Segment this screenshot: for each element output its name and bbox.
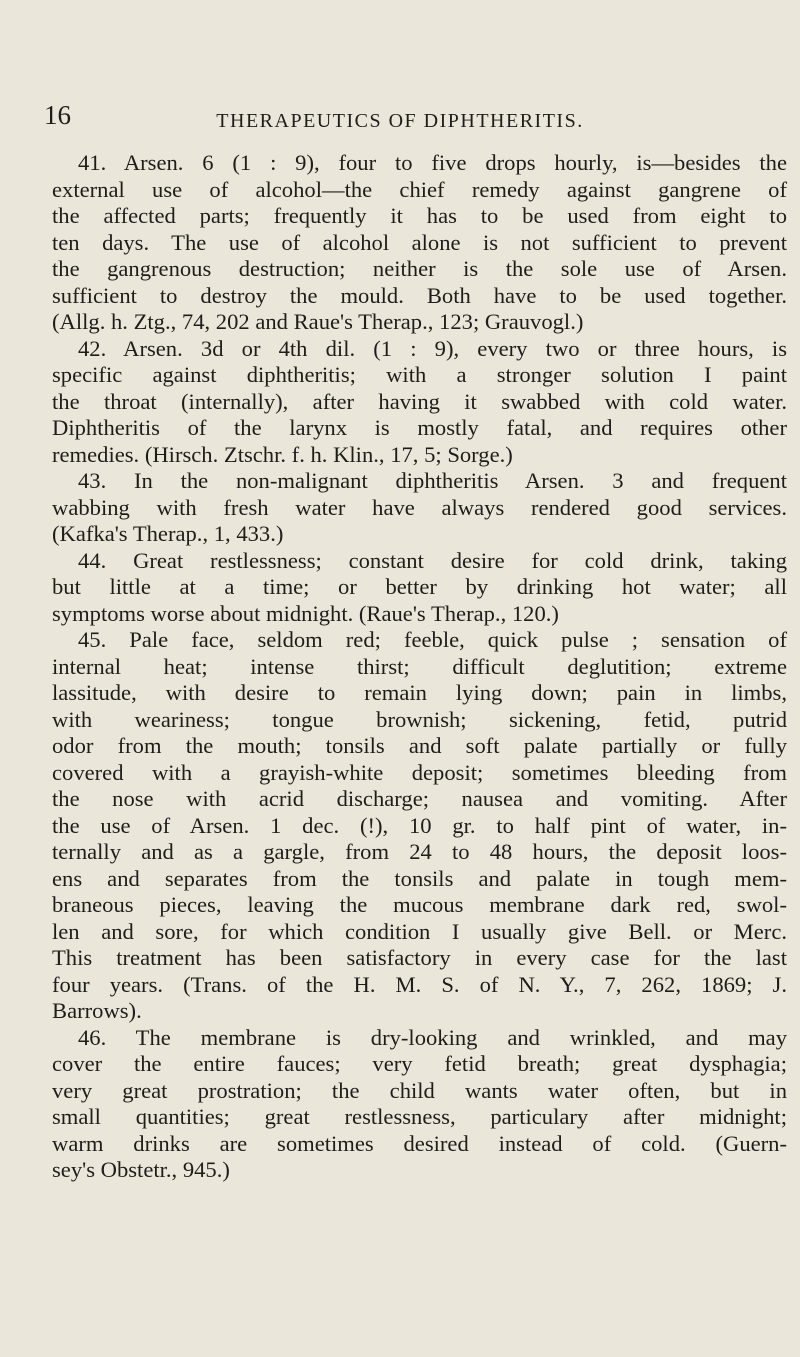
text-line: the affected parts; frequently it has to be used from eight to — [52, 203, 787, 228]
paragraph-43 — [52, 468, 787, 548]
running-head: THERAPEUTICS OF DIPHTHERITIS. — [216, 110, 584, 132]
text-line: ternally and as a gargle, from 24 to 48 hours, the deposit loos- — [52, 839, 787, 864]
text-line: odor from the mouth; tonsils and soft palate partially or fully — [52, 733, 787, 758]
paragraph-42 — [52, 336, 787, 469]
text-line: remedies. (Hirsch. Ztschr. f. h. Klin., 17, 5; Sorge.) — [52, 441, 513, 467]
paragraph-46 — [52, 1025, 787, 1184]
text-line: external use of alcohol—the chief remedy against gangrene of — [52, 176, 787, 202]
text-line: ens and separates from the tonsils and palate in tough mem- — [52, 865, 787, 891]
page-number: 16 — [44, 100, 71, 130]
text-line: This treatment has been satisfactory in every case for the last — [52, 945, 787, 970]
text-line: (Kafka's Therap., 1, 433.) — [52, 521, 284, 546]
text-line: small quantities; great restlessness, particulary after midnight; — [52, 1104, 787, 1129]
text-line: warm drinks are sometimes desired instead of cold. (Guern- — [52, 1130, 787, 1156]
text-line: Barrows). — [52, 998, 142, 1023]
text-line: wabbing with fresh water have always rendered good services. — [52, 494, 787, 520]
text-line: but little at a time; or better by drinking hot water; all — [52, 574, 787, 599]
text-line: sey's Obstetr., 945.) — [52, 1157, 230, 1182]
text-line: internal heat; intense thirst; difficult deglutition; extreme — [52, 653, 787, 679]
text-line: 45. Pale face, seldom red; feeble, quick pulse ; sensation of — [78, 627, 787, 652]
text-line: cover the entire fauces; very fetid breath; great dysphagia; — [52, 1051, 787, 1076]
text-line: 41. Arsen. 6 (1 : 9), four to five drops hourly, is—besides the — [78, 150, 787, 175]
text-line: 46. The membrane is dry-looking and wrinkled, and may — [78, 1024, 787, 1050]
text-line: ten days. The use of alcohol alone is not sufficient to prevent — [52, 229, 787, 255]
text-line: the nose with acrid discharge; nausea and vomiting. After — [52, 786, 787, 811]
text-line: the throat (internally), after having it swabbed with cold water. — [52, 388, 787, 414]
text-line: the gangrenous destruction; neither is the sole use of Arsen. — [52, 256, 787, 281]
paragraph-41 — [52, 150, 787, 336]
text-line: four years. (Trans. of the H. M. S. of N. Y., 7, 262, 1869; J. — [52, 971, 787, 997]
text-line: sufficient to destroy the mould. Both have to be used together. — [52, 282, 787, 308]
body-text — [52, 150, 787, 1184]
text-line: len and sore, for which condition I usually give Bell. or Merc. — [52, 918, 787, 944]
text-line: (Allg. h. Ztg., 74, 202 and Raue's Therap., 123; Grauvogl.) — [52, 309, 584, 334]
text-line: 43. In the non-malignant diphtheritis Arsen. 3 and frequent — [78, 468, 787, 493]
paragraph-45 — [52, 627, 787, 1025]
text-line: braneous pieces, leaving the mucous membrane dark red, swol- — [52, 892, 787, 917]
text-line: specific against diphtheritis; with a stronger solution I paint — [52, 362, 787, 387]
text-line: the use of Arsen. 1 dec. (!), 10 gr. to half pint of water, in- — [52, 812, 787, 838]
text-line: lassitude, with desire to remain lying down; pain in limbs, — [52, 680, 787, 705]
paragraph-44 — [52, 548, 787, 628]
text-line: with weariness; tongue brownish; sickening, fetid, putrid — [52, 706, 787, 732]
text-line: symptoms worse about midnight. (Raue's Therap., 120.) — [52, 600, 559, 626]
text-line: Diphtheritis of the larynx is mostly fatal, and requires other — [52, 415, 787, 440]
text-line: covered with a grayish-white deposit; sometimes bleeding from — [52, 759, 787, 785]
text-line: 42. Arsen. 3d or 4th dil. (1 : 9), every two or three hours, is — [78, 335, 787, 361]
text-line: 44. Great restlessness; constant desire for cold drink, taking — [78, 547, 787, 573]
text-line: very great prostration; the child wants water often, but in — [52, 1077, 787, 1103]
